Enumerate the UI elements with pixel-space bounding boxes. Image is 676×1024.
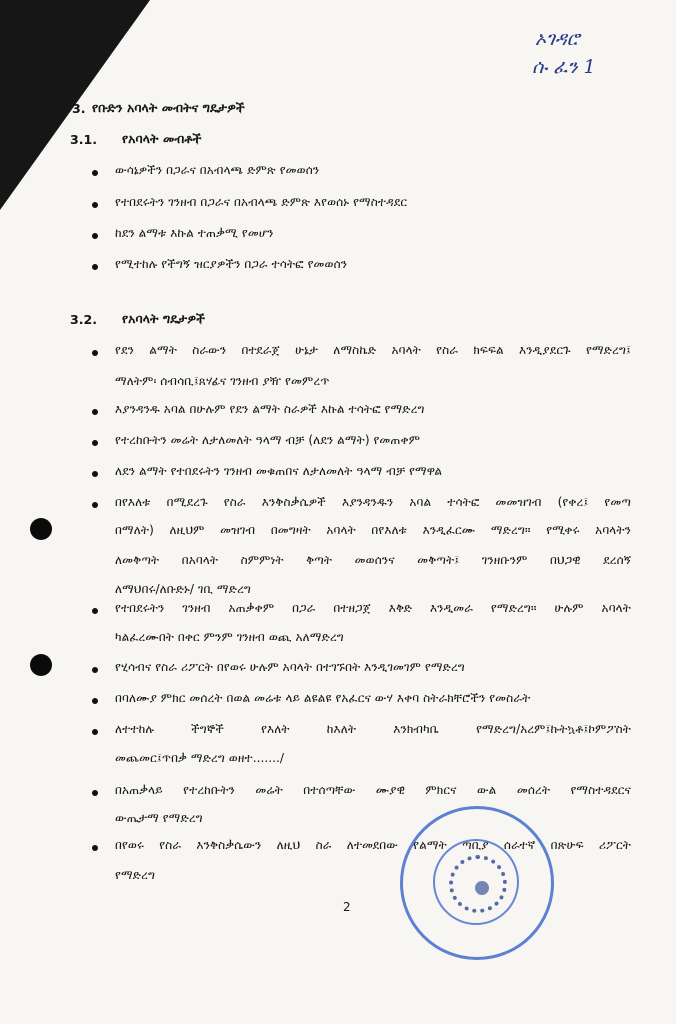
bullet [92,729,98,735]
page-number: 2 [343,900,351,914]
stamp-inner-ring [433,839,519,925]
list-item-line: በአጠቃላይ የተረከቡትን መሬት በተሰጣቸው ሙያዊ ምክርና ውል መሰረት የማስተዳደርና [115,783,631,797]
bullet [92,170,98,176]
bullet [92,667,98,673]
list-item-line: ማለትም፡ ሰብሳቢ፤ጸሃፊና ገንዘብ ያዥ የመምረጥ [115,374,330,388]
list-item-line: በየእለቱ በሚደረጉ የስራ እንቅስቃሴዎች እያንዳንዱን አባል ተሳትፎ መመዝገብ (የቀረ፤ የመጣ [115,495,631,509]
list-item-line: የተበደሩትን ገንዘብ አጠቃቀም በጋራ በተዘጋጀ እቅድ እንዲመራ የማድረግ። ሁሉም አባላት [115,601,631,615]
list-item-line: የሂሳብና የስራ ሪፖርት በየወሩ ሁሉም አባላት በተገኙበት እንዲገመገም የማድረግ [115,660,465,674]
list-item-line: እያንዳንዱ አባል በሁሉም የደን ልማት ስራዎች እኩል ተሳትፎ የማድረግ [115,402,425,416]
list-item-line: የማድረግ [115,868,155,882]
list-item-line: ለማህበሩ/ለቡድኑ/ ገቢ ማድረግ [115,582,251,596]
official-stamp [400,806,554,960]
list-item-line: በማለት) ለዚህም መዝገብ በመግዛት አባላት በየእለቱ እንዲፈርሙ ማድረግ። የሚቀሩ አባላትን [115,523,631,537]
punch-hole [30,518,52,540]
bullet [92,264,98,270]
bullet [92,409,98,415]
list-item-line: ለመቅጣት በአባላት ስምምነት ቅጣት መወሰንና መቅጣት፤ ገንዘቡንም በህጋዊ ደረሰኝ [115,553,631,567]
bullet [92,790,98,796]
list-item: ከደን ልማቱ እኩል ተጠቃሚ የመሆን [115,226,274,240]
punch-hole [30,654,52,676]
bullet [92,202,98,208]
subsection-number: 3.2. [70,312,98,327]
list-item-line: የተረከቡትን መሬት ለታለመለት ዓላማ ብቻ (ለደን ልማት) የመጠቀም [115,433,421,447]
bullet [92,471,98,477]
stamp-emblem [449,855,507,913]
bullet [92,608,98,614]
list-item-line: በባለሙያ ምክር መሰረት በወል መሬቱ ላይ ልዩልዩ የአፈርና ውሃ እቀባ ስትራክቸሮችን የመስራት [115,691,531,705]
list-item-line: ለደን ልማት የተበደሩትን ገንዘብ መቁጠበና ለታለመለት ዓላማ ብቻ የማዋል [115,464,443,478]
list-item: የተበደሩትን ገንዘብ በጋራና በአብላጫ ድምጽ እየወሰኑ የማስተዳደር [115,195,408,209]
list-item: የሚተከሉ የችግኝ ዝርያዎችን በጋራ ተሳትፎ የመወሰን [115,257,348,271]
bullet [92,698,98,704]
list-item-line: በየወሩ የስራ እንቅስቃሴውን ለዚህ ስራ ለተመደበው የልማት ጣቢያ ሰራተኛ በጽሁፍ ሪፖርት [115,838,631,852]
list-item-line: ለተተከሉ ችግኞች የእለት ከእለት እንክብካቤ የማድረግ/አረም፤ኩትኳቶ፤ኮምፖስት [115,722,631,736]
subsection-heading: የአባላት ግዴታዎች [122,311,206,326]
bullet [92,845,98,851]
stamp-center [475,881,489,895]
handwritten-note: ኦገዳሮ [535,28,580,50]
section-number: 3. [72,101,86,116]
bullet [92,233,98,239]
bullet [92,350,98,356]
list-item-line: መጨመር፤ጥበቃ ማድረግ ወዘተ......./ [115,751,284,765]
list-item: ውሳኔዎችን በጋራና በአብላጫ ድምጽ የመወሰን [115,163,320,177]
bullet [92,502,98,508]
list-item-line: ካልፈረሙበት በቀር ምንም ገንዘብ ወጪ አለማድረግ [115,630,344,644]
handwritten-note: ሱ ፈን 1 [532,56,596,78]
subsection-number: 3.1. [70,132,98,147]
bullet [92,440,98,446]
section-heading: የቡድን አባላት መብትና ግዴታዎች [92,100,245,115]
subsection-heading: የአባላት መብቶች [122,131,202,146]
list-item-line: ውጤታማ የማድረግ [115,811,203,825]
list-item-line: የደን ልማት ስራውን በተደራጀ ሁኔታ ለማስኬድ አባላት የስራ ክፍፍል እንዲያደርጉ የማድረግ፤ [115,343,631,357]
